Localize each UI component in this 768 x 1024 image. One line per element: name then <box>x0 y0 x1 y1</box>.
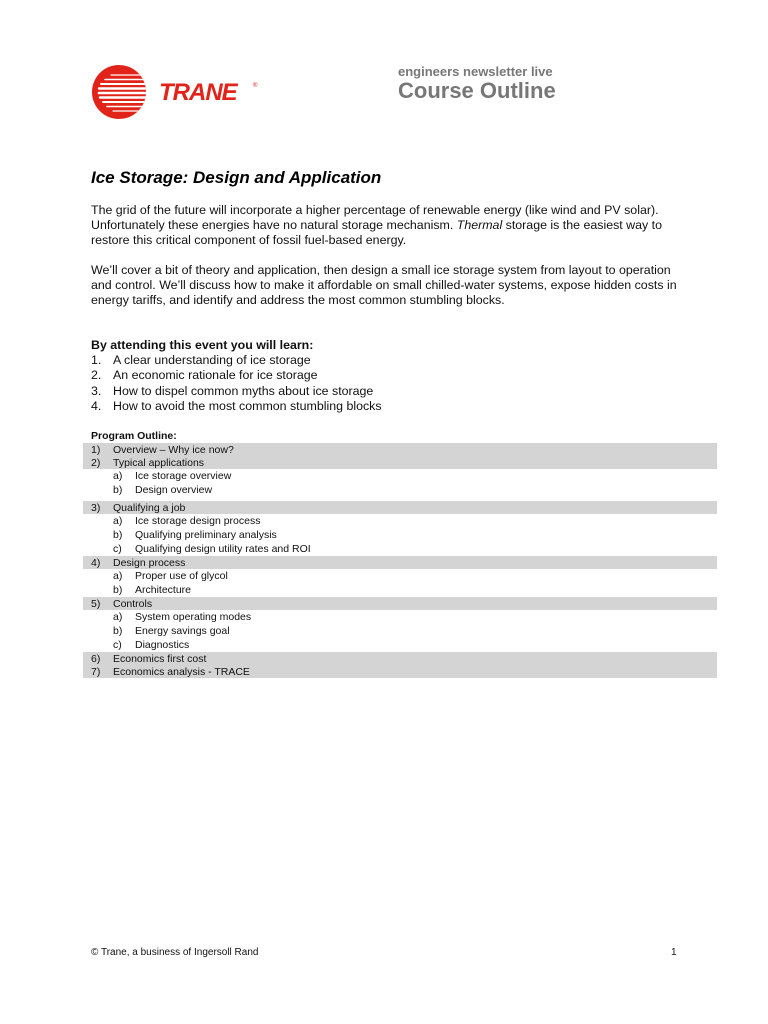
outline-section-title: Typical applications <box>113 456 205 469</box>
outline-subitem-letter: b) <box>113 484 123 496</box>
outline-subitem-text: Architecture <box>135 584 192 596</box>
outline-section-number: 7) <box>91 665 101 678</box>
outline-subitem <box>83 583 717 597</box>
outline-subitem-text: Qualifying preliminary analysis <box>135 529 277 541</box>
intro-paragraph: The grid of the future will incorporate a higher percentage of renewable energy (like wind and PV solar). Unfortunately these energies have no natural storage mechanism. Thermal storage is the easiest way to restore this critical component of fossil fuel-based energy. <box>91 203 662 247</box>
outline-subitem-text: Ice storage overview <box>135 470 232 482</box>
trane-wordmark: TRANE <box>159 79 237 106</box>
outline-section <box>83 456 717 469</box>
outline-subitem-letter: b) <box>113 584 123 596</box>
outline-subitem <box>83 483 717 497</box>
learn-item <box>91 384 691 399</box>
outline-section <box>83 652 717 665</box>
document-title: Ice Storage: Design and Application <box>91 168 382 187</box>
outline-subitem <box>83 514 717 528</box>
learn-item-text: A clear understanding of ice storage <box>113 353 311 367</box>
header-subtitle: engineers newsletter live <box>398 64 553 79</box>
outline-subitem <box>83 610 717 624</box>
outline-section-title: Controls <box>113 597 153 610</box>
learn-item <box>91 399 691 414</box>
outline-section <box>83 597 717 610</box>
overview-paragraph: We’ll cover a bit of theory and application, then design a small ice storage system from layout to operation and control. We’ll discuss how to make it affordable on small chilled-water systems, expose hidden costs in energy tariffs, and identify and address the most common stumbling blocks. <box>91 263 677 307</box>
outline-section-title: Economics analysis - TRACE <box>113 665 250 678</box>
outline-heading: Program Outline: <box>91 430 177 442</box>
outline-section-title: Qualifying a job <box>113 501 186 514</box>
outline-section-number: 6) <box>91 652 101 665</box>
outline-section <box>83 556 717 569</box>
outline-subitem-letter: c) <box>113 543 122 555</box>
outline-section <box>83 501 717 514</box>
outline-subitem-letter: a) <box>113 470 123 482</box>
learn-item-number: 3. <box>91 383 102 398</box>
learn-item-number: 2. <box>91 368 102 383</box>
outline-section-number: 3) <box>91 501 101 514</box>
trane-logo <box>91 64 271 120</box>
outline-subitem-letter: a) <box>113 515 123 527</box>
outline-subitem <box>83 569 717 583</box>
outline-subitem-text: Qualifying design utility rates and ROI <box>135 543 311 555</box>
svg-text:®: ® <box>253 83 258 89</box>
outline-section-title: Design process <box>113 556 186 569</box>
learn-item-text: How to avoid the most common stumbling blocks <box>113 398 382 413</box>
outline-subitem-text: Proper use of glycol <box>135 570 228 582</box>
learn-item-number: 1. <box>91 353 102 367</box>
outline-subitem <box>83 638 717 652</box>
footer-copyright: © Trane, a business of Ingersoll Rand <box>91 947 259 958</box>
outline-subitem-letter: b) <box>113 529 123 541</box>
outline-section-number: 5) <box>91 597 101 610</box>
program-outline <box>83 443 717 678</box>
outline-section-title: Overview – Why ice now? <box>113 443 234 456</box>
trane-logo-mark <box>91 64 271 120</box>
outline-subitem-letter: a) <box>113 611 123 623</box>
learn-heading: By attending this event you will learn: <box>91 338 314 352</box>
learn-item-text: How to dispel common myths about ice storage <box>113 383 374 398</box>
outline-section <box>83 443 717 456</box>
outline-subitem-text: Diagnostics <box>135 639 190 651</box>
outline-subitem <box>83 469 717 483</box>
learn-item-text: An economic rationale for ice storage <box>113 368 318 383</box>
outline-subitem-text: Ice storage design process <box>135 515 261 527</box>
outline-section-number: 2) <box>91 456 101 469</box>
outline-section-number: 1) <box>91 443 101 456</box>
outline-subitem-text: System operating modes <box>135 611 252 623</box>
outline-section-title: Economics first cost <box>113 652 207 665</box>
page-number: 1 <box>671 947 677 958</box>
learn-item <box>91 353 691 368</box>
page-title: Course Outline <box>398 78 556 103</box>
outline-subitem-letter: a) <box>113 570 123 582</box>
outline-subitem-letter: b) <box>113 625 123 637</box>
learn-item-number: 4. <box>91 398 102 413</box>
outline-subitem-letter: c) <box>113 639 122 651</box>
outline-subitem-text: Design overview <box>135 484 213 496</box>
outline-subitem <box>83 542 717 556</box>
learn-list <box>91 353 691 414</box>
outline-subitem-text: Energy savings goal <box>135 625 230 637</box>
outline-subitem <box>83 528 717 542</box>
outline-section <box>83 665 717 678</box>
outline-subitem <box>83 624 717 638</box>
learn-item <box>91 368 691 383</box>
outline-section-number: 4) <box>91 556 101 569</box>
